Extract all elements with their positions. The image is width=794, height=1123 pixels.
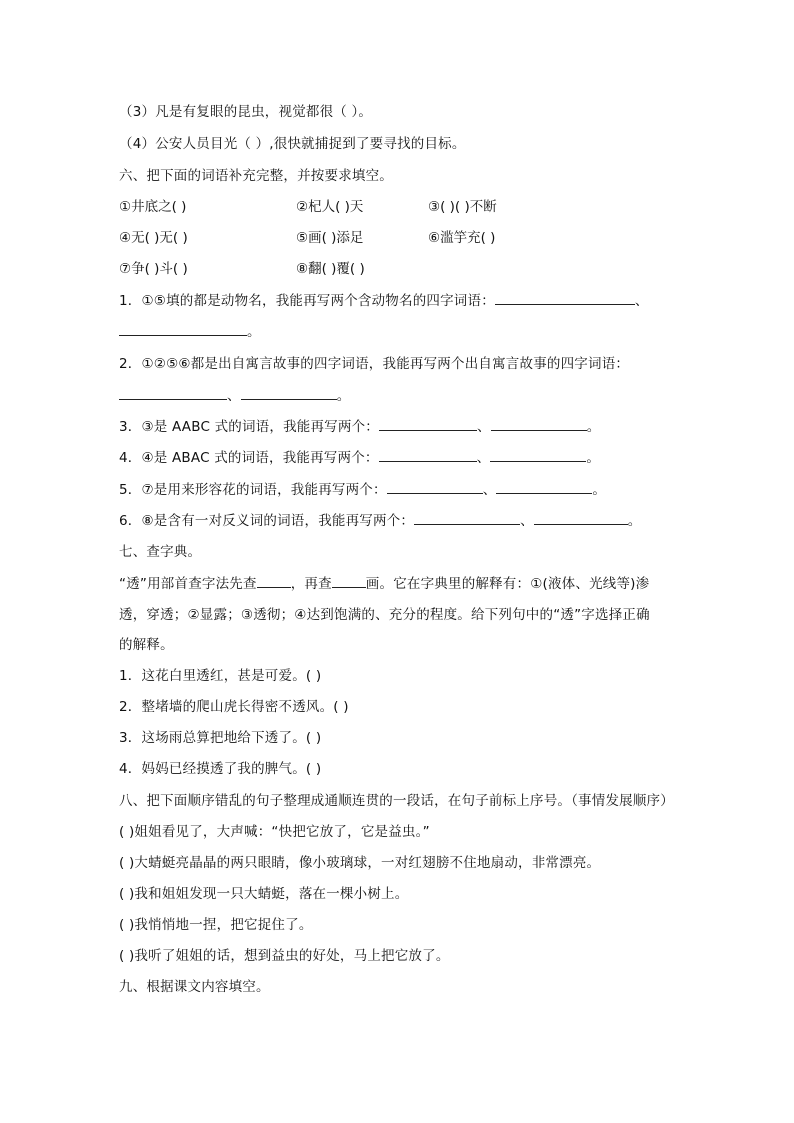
answer-blank[interactable]: [119, 323, 247, 336]
answer-blank[interactable]: [490, 449, 586, 462]
punctuation: 。: [592, 482, 607, 498]
q5-item-4: （4）公安人员目光（ ）,很快就捕捉到了要寻找的目标。: [119, 136, 466, 152]
q6-sub2-line2: [119, 387, 350, 405]
answer-blank[interactable]: [379, 418, 477, 431]
idiom-3: ③( )( )不断: [428, 199, 497, 215]
section-nine-heading: 九、根据课文内容填空。: [119, 979, 270, 995]
answer-blank[interactable]: [496, 481, 592, 494]
answer-blank[interactable]: [495, 292, 635, 305]
answer-blank[interactable]: [379, 449, 477, 462]
punctuation: 。: [586, 419, 601, 435]
idiom-7: ⑦争( )斗( ): [119, 261, 188, 277]
q6-sub1-text: 1．①⑤填的都是动物名，我能再写两个含动物名的四字词语：: [119, 293, 495, 309]
q7-intro-line3: 的解释。: [119, 637, 174, 653]
punctuation: 。: [627, 513, 642, 529]
q6-sub5: [119, 481, 606, 499]
q7-sentence-4: 4．妈妈已经摸透了我的脾气。( ): [119, 761, 322, 777]
punctuation: 。: [247, 324, 261, 340]
idiom-1: ①井底之( ): [119, 199, 187, 215]
q8-sentence-2: ( )大蜻蜓亮晶晶的两只眼睛，像小玻璃球，一对红翅膀不住地扇动，非常漂亮。: [119, 855, 601, 871]
answer-blank[interactable]: [241, 387, 337, 400]
q8-sentence-1: ( )姐姐看见了，大声喊：“快把它放了，它是益虫。”: [119, 824, 430, 840]
q7-intro-line2: 透，穿透；②显露；③透彻；④达到饱满的、充分的程度。给下列句中的“透”字选择正确: [119, 607, 650, 623]
punctuation: 、: [227, 388, 241, 404]
idiom-2: ②杞人( )天: [296, 199, 364, 215]
q6-sub3: [119, 418, 600, 436]
q8-sentence-5: ( )我听了姐姐的话，想到益虫的好处，马上把它放了。: [119, 948, 450, 964]
q6-sub4: [119, 449, 600, 467]
punctuation: 、: [634, 293, 649, 309]
idiom-4: ④无( )无( ): [119, 230, 188, 246]
punctuation: 、: [476, 450, 491, 466]
q6-sub4-text: 4．④是 ABAC 式的词语，我能再写两个：: [119, 450, 379, 466]
q8-sentence-4: ( )我悄悄地一捏，把它捉住了。: [119, 917, 313, 933]
q6-sub1-line2: [119, 323, 261, 341]
answer-blank[interactable]: [119, 387, 227, 400]
answer-blank[interactable]: [491, 418, 587, 431]
q7-sentence-3: 3．这场雨总算把地给下透了。( ): [119, 730, 322, 746]
answer-blank[interactable]: [534, 512, 628, 525]
section-seven-heading: 七、查字典。: [119, 544, 202, 560]
q6-sub6: [119, 512, 642, 530]
punctuation: 、: [476, 419, 491, 435]
q7-intro-b: ，再查: [290, 576, 332, 592]
idiom-6: ⑥滥竽充( ): [428, 230, 496, 246]
punctuation: 、: [482, 482, 497, 498]
answer-blank[interactable]: [414, 512, 520, 525]
punctuation: 。: [586, 450, 601, 466]
answer-blank[interactable]: [387, 481, 483, 494]
punctuation: 。: [336, 388, 351, 404]
q7-intro-line1: [119, 575, 649, 593]
answer-blank[interactable]: [257, 575, 291, 588]
section-eight-heading: 八、把下面顺序错乱的句子整理成通顺连贯的一段话，在句子前标上序号。（事情发展顺序）: [119, 793, 674, 809]
punctuation: 、: [520, 513, 534, 529]
idiom-8: ⑧翻( )覆( ): [296, 261, 365, 277]
q7-sentence-2: 2．整堵墙的爬山虎长得密不透风。( ): [119, 699, 349, 715]
q6-sub6-text: 6．⑧是含有一对反义词的词语，我能再写两个：: [119, 513, 415, 529]
q6-sub3-text: 3．③是 AABC 式的词语，我能再写两个：: [119, 419, 379, 435]
q7-intro-a: “透”用部首查字法先查: [119, 576, 257, 592]
q6-sub5-text: 5．⑦是用来形容花的词语，我能再写两个：: [119, 482, 387, 498]
section-six-heading: 六、把下面的词语补充完整，并按要求填空。: [119, 168, 393, 184]
idiom-5: ⑤画( )添足: [296, 230, 364, 246]
q6-sub2: 2．①②⑤⑥都是出自寓言故事的四字词语，我能再写两个出自寓言故事的四字词语：: [119, 356, 630, 372]
q8-sentence-3: ( )我和姐姐发现一只大蜻蜓，落在一棵小树上。: [119, 886, 409, 902]
q6-sub1: [119, 292, 649, 310]
answer-blank[interactable]: [332, 575, 366, 588]
q7-intro-c: 画。它在字典里的解释有：①(液体、光线等)渗: [365, 576, 650, 592]
q5-item-3: （3）凡是有复眼的昆虫，视觉都很（ ）。: [119, 104, 373, 120]
q7-sentence-1: 1．这花白里透红，甚是可爱。( ): [119, 668, 322, 684]
